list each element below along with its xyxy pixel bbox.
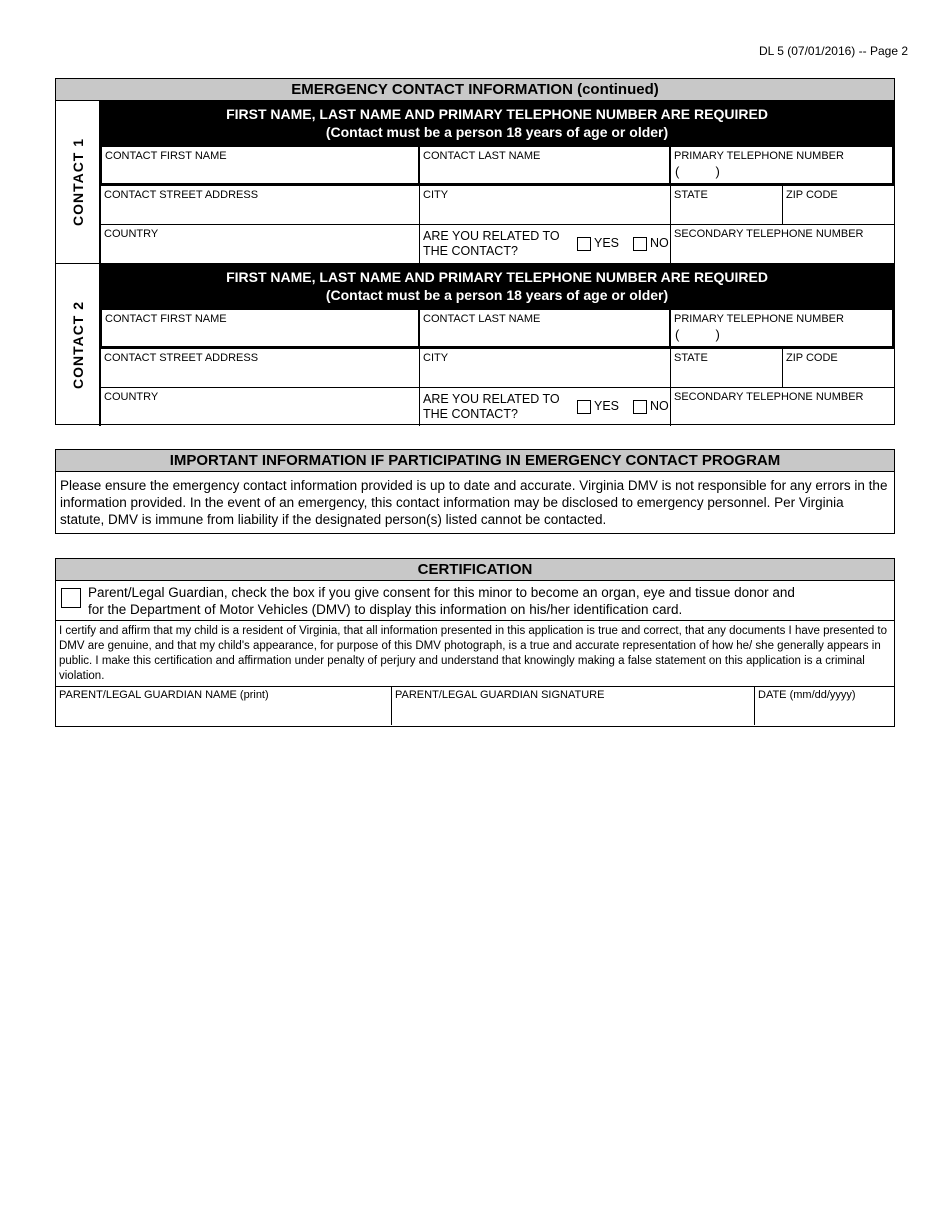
required-line-2: (Contact must be a person 18 years of age or older) <box>325 124 669 140</box>
emergency-contact-section <box>55 78 895 425</box>
related-yes-checkbox[interactable] <box>577 400 591 414</box>
area-code-parens: ( ) <box>675 327 720 342</box>
field-label: PRIMARY TELEPHONE NUMBER <box>674 313 844 325</box>
contact-2-related-field <box>419 387 670 426</box>
important-info-text: Please ensure the emergency contact information provided is up to date and accurate. Virginia DMV is not responsible for any errors in the information provided. In the event of an emergency, this contact information may be disclosed to emergency personnel. Per Virginia statute, DMV is immune from liability if the designated person(s) listed cannot be contacted. <box>60 478 888 527</box>
field-label: ZIP CODE <box>786 189 838 201</box>
contact-2-last-name-field[interactable] <box>418 308 671 348</box>
important-info-section <box>55 449 895 534</box>
contact-2-required-banner <box>100 264 894 308</box>
contact-2-city-field[interactable] <box>419 348 670 387</box>
field-label: DATE (mm/dd/yyyy) <box>758 689 856 701</box>
field-label: CITY <box>423 352 449 364</box>
contact-1-primary-phone-field[interactable] <box>669 145 894 185</box>
form-id: DL 5 (07/01/2016) -- Page 2 <box>759 44 908 58</box>
contact-1-zip-field[interactable] <box>782 185 894 224</box>
area-code-parens: ( ) <box>675 164 720 179</box>
contact-1-last-name-field[interactable] <box>418 145 671 185</box>
certification-title: CERTIFICATION <box>56 559 894 581</box>
related-question: ARE YOU RELATED TO THE CONTACT? <box>423 229 560 258</box>
contact-2-secondary-phone-field[interactable] <box>670 387 894 426</box>
contact-1-related-field <box>419 224 670 263</box>
emergency-section-title: EMERGENCY CONTACT INFORMATION (continued) <box>56 79 894 101</box>
required-line-2: (Contact must be a person 18 years of age or older) <box>325 287 669 303</box>
certification-section <box>55 558 895 727</box>
contact-2-label-column <box>56 264 100 426</box>
contact-2-first-name-field[interactable] <box>100 308 420 348</box>
contact-1-street-field[interactable] <box>100 185 419 224</box>
guardian-signature-field[interactable] <box>391 687 755 725</box>
field-label: PARENT/LEGAL GUARDIAN NAME (print) <box>59 689 269 701</box>
guardian-name-field[interactable] <box>56 687 392 725</box>
contact-1-block <box>56 101 894 263</box>
field-label: CONTACT FIRST NAME <box>105 150 227 162</box>
field-label: STATE <box>674 189 708 201</box>
required-line-1: FIRST NAME, LAST NAME AND PRIMARY TELEPHONE NUMBER ARE REQUIRED <box>226 269 768 285</box>
organ-donor-consent-checkbox[interactable] <box>61 588 81 608</box>
contact-1-city-field[interactable] <box>419 185 670 224</box>
contact-1-required-banner <box>100 101 894 145</box>
field-label: CONTACT STREET ADDRESS <box>104 352 259 364</box>
contact-1-secondary-phone-field[interactable] <box>670 224 894 263</box>
field-label: CONTACT STREET ADDRESS <box>104 189 259 201</box>
yes-label: YES <box>594 236 620 250</box>
important-info-title: IMPORTANT INFORMATION IF PARTICIPATING IN EMERGENCY CONTACT PROGRAM <box>56 450 894 472</box>
certify-statement: I certify and affirm that my child is a resident of Virginia, that all information presented in this application is true and correct, that any documents I have presented to DMV are genuine, and that my child's appearance, for purpose of this DMV photograph, is a true and accurate representation of how he/ she generally appears in public. I make this certification and affirmation under penalty of perjury and understand that knowingly making a false statement on this application is a criminal violation. <box>56 621 894 687</box>
field-label: STATE <box>674 352 708 364</box>
related-question: ARE YOU RELATED TO THE CONTACT? <box>423 392 560 421</box>
contact-2-state-field[interactable] <box>670 348 782 387</box>
field-label: ZIP CODE <box>786 352 838 364</box>
field-label: CONTACT LAST NAME <box>423 150 541 162</box>
contact-2-label: CONTACT 2 <box>69 300 86 390</box>
contact-2-primary-phone-field[interactable] <box>669 308 894 348</box>
field-label: SECONDARY TELEPHONE NUMBER <box>674 391 864 403</box>
field-label: COUNTRY <box>104 391 159 403</box>
contact-2-street-field[interactable] <box>100 348 419 387</box>
contact-1-country-field[interactable] <box>100 224 419 263</box>
required-line-1: FIRST NAME, LAST NAME AND PRIMARY TELEPHONE NUMBER ARE REQUIRED <box>226 106 768 122</box>
signature-row <box>56 687 894 725</box>
consent-row <box>56 581 894 621</box>
contact-1-first-name-field[interactable] <box>100 145 420 185</box>
field-label: CONTACT FIRST NAME <box>105 313 227 325</box>
contact-1-label-column <box>56 101 100 263</box>
field-label: COUNTRY <box>104 228 159 240</box>
field-label: SECONDARY TELEPHONE NUMBER <box>674 228 864 240</box>
field-label: CITY <box>423 189 449 201</box>
yes-label: YES <box>594 399 620 413</box>
related-no-checkbox[interactable] <box>633 400 647 414</box>
contact-2-zip-field[interactable] <box>782 348 894 387</box>
related-no-checkbox[interactable] <box>633 237 647 251</box>
contact-1-state-field[interactable] <box>670 185 782 224</box>
related-yes-checkbox[interactable] <box>577 237 591 251</box>
field-label: PARENT/LEGAL GUARDIAN SIGNATURE <box>395 689 605 701</box>
field-label: CONTACT LAST NAME <box>423 313 541 325</box>
date-field[interactable] <box>754 687 894 725</box>
contact-2-block <box>56 263 894 425</box>
contact-1-label: CONTACT 1 <box>69 137 86 227</box>
consent-text: Parent/Legal Guardian, check the box if you give consent for this minor to become an organ, eye and tissue donor and for the Department of Motor Vehicles (DMV) to display this information on his/her identification card. <box>88 585 795 617</box>
field-label: PRIMARY TELEPHONE NUMBER <box>674 150 844 162</box>
no-label: NO <box>650 236 669 250</box>
no-label: NO <box>650 399 669 413</box>
contact-2-country-field[interactable] <box>100 387 419 426</box>
